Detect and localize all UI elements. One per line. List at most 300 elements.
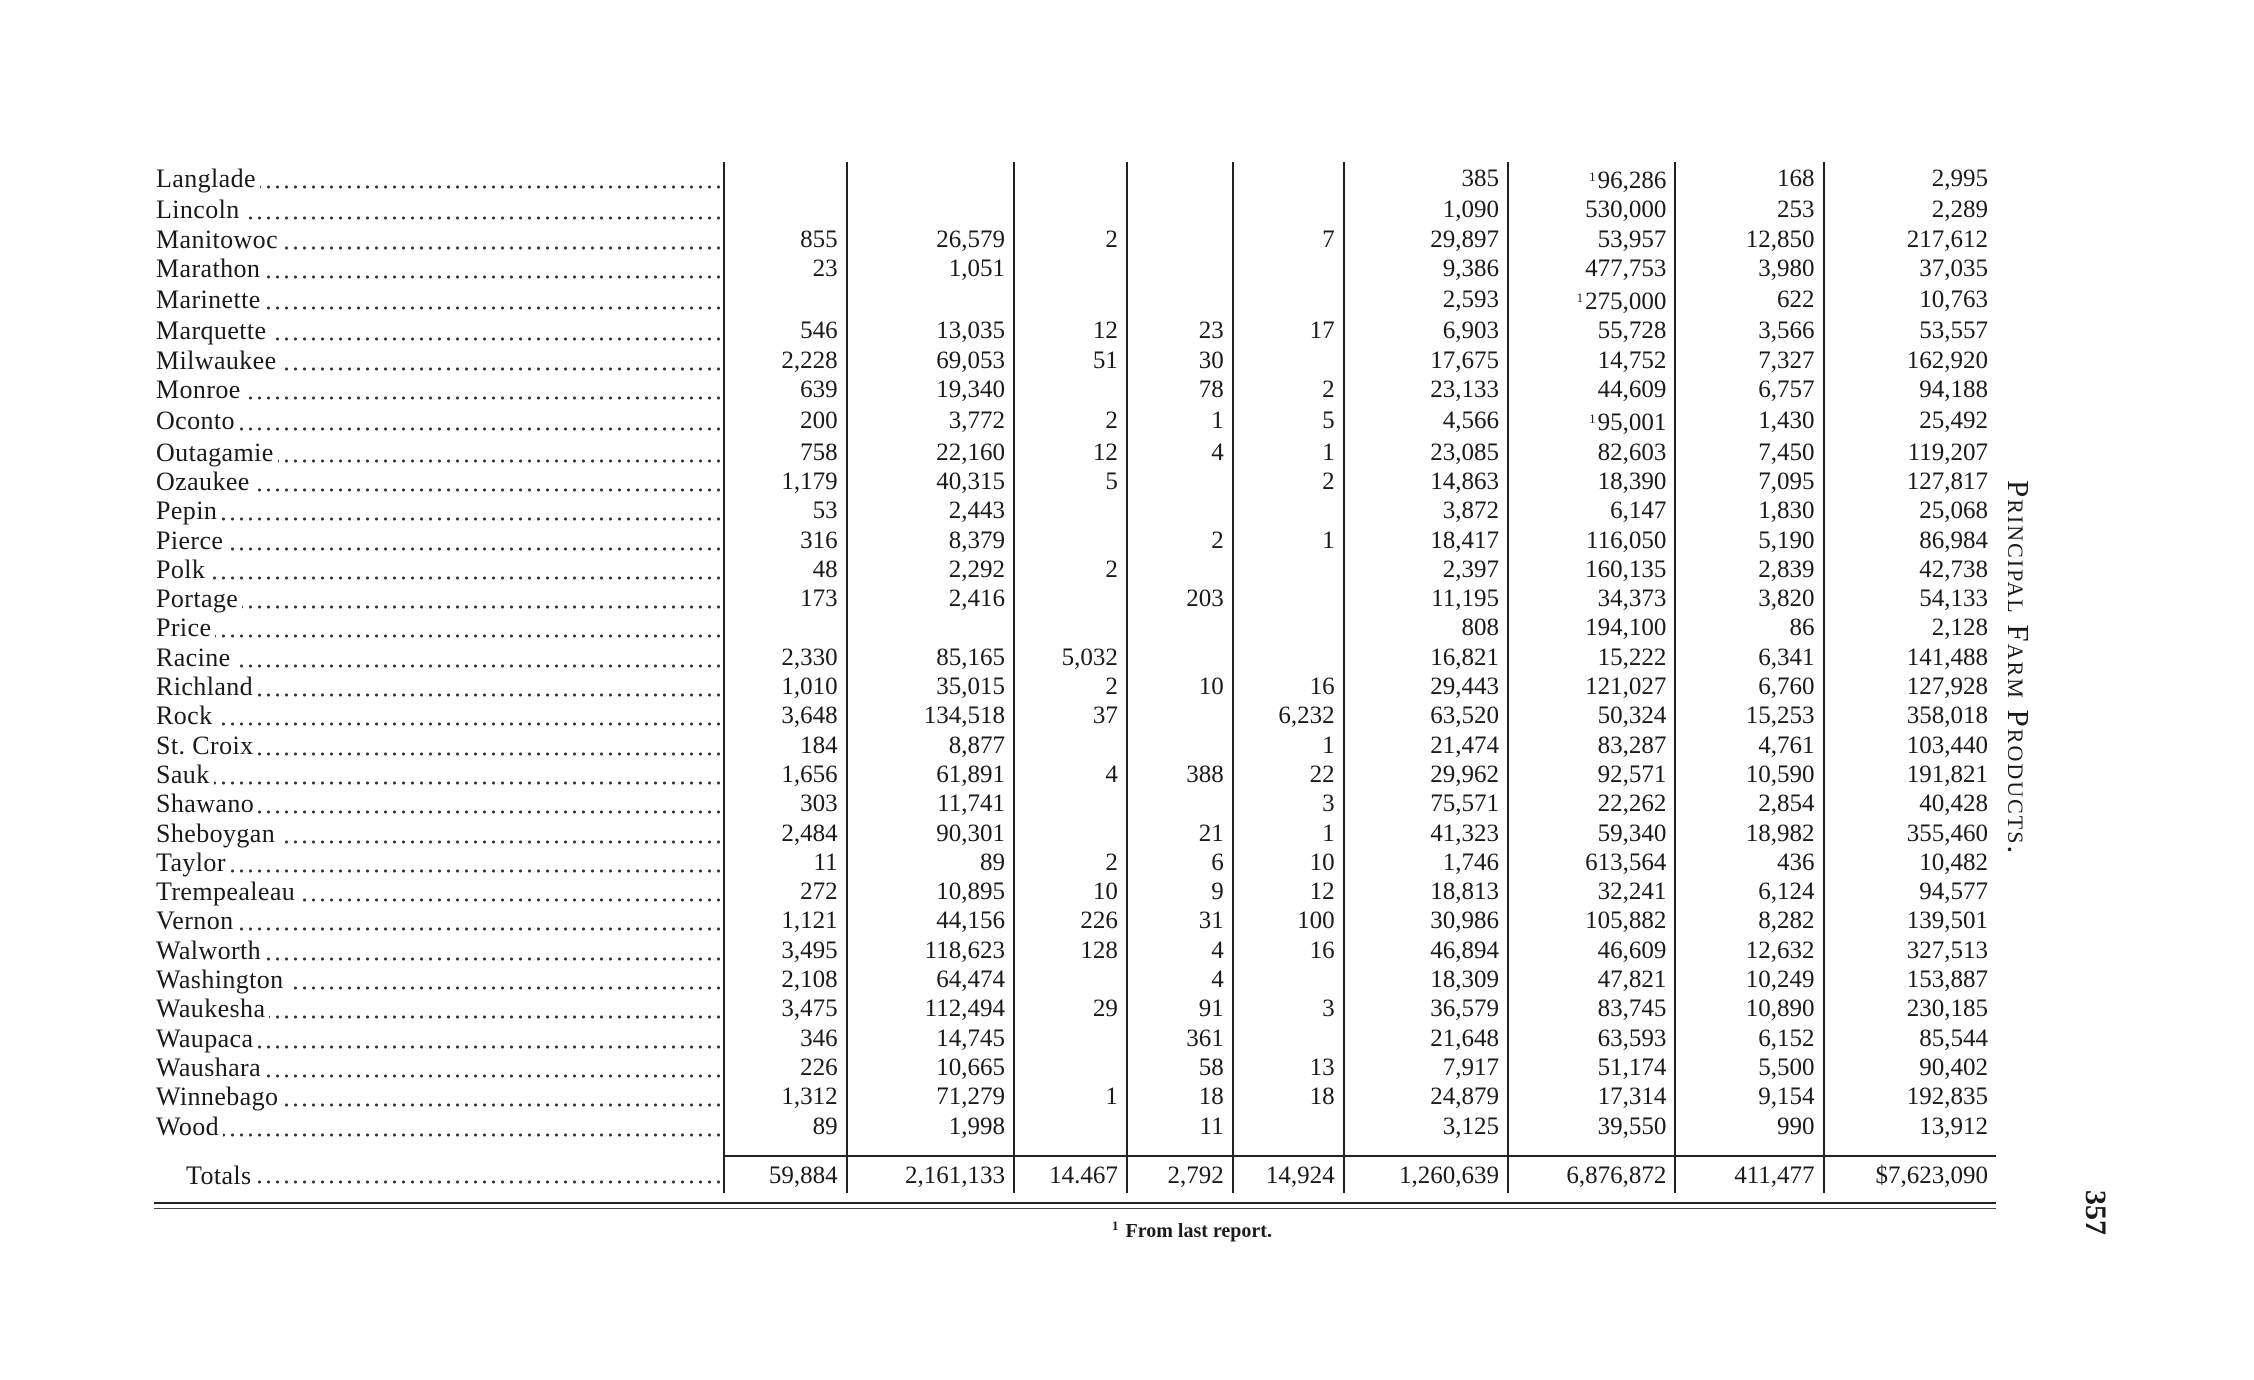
cell-value: 12,632 <box>1745 936 1815 964</box>
table-row <box>154 162 1996 195</box>
value-cell-c9 <box>1824 283 1996 316</box>
cell-value: 6,124 <box>1758 878 1815 906</box>
value-cell-c2 <box>847 1159 1014 1193</box>
value-cell-c9 <box>1824 404 1996 437</box>
cell-value: 22,160 <box>936 438 1005 466</box>
value-cell-c2 <box>847 225 1014 254</box>
cell-value: 1,090 <box>1442 196 1499 224</box>
cell-value: 18 <box>1309 1083 1335 1111</box>
value-cell-c1 <box>724 701 847 730</box>
value-cell-c5 <box>1233 496 1344 525</box>
value-cell-c6 <box>1344 1112 1508 1141</box>
county-name-cell <box>154 1024 724 1053</box>
cell-value: 173 <box>800 585 838 613</box>
cell-value: 1 <box>1322 731 1335 759</box>
value-cell-c8 <box>1675 584 1823 613</box>
value-cell-c2 <box>847 375 1014 404</box>
table-row <box>154 731 1996 760</box>
cell-value: 30 <box>1198 346 1224 374</box>
cell-value: 75,571 <box>1430 790 1499 818</box>
value-cell-c4 <box>1127 1024 1233 1053</box>
value-cell-c1 <box>724 819 847 848</box>
cell-value: 8,282 <box>1758 907 1815 935</box>
cell-value: 411,477 <box>1734 1161 1815 1189</box>
cell-value: 361 <box>1186 1024 1224 1052</box>
cell-value: 12 <box>1309 878 1335 906</box>
cell-value: 4 <box>1211 936 1224 964</box>
value-cell-c7 <box>1508 731 1675 760</box>
cell-value: 217,612 <box>1906 225 1988 253</box>
page-number: 357 <box>2079 1190 2112 1235</box>
leader-dots <box>156 906 723 935</box>
cell-value: 94,188 <box>1919 376 1988 404</box>
cell-value: 23,085 <box>1430 438 1499 466</box>
value-cell-c4 <box>1127 1159 1233 1193</box>
value-cell-c1 <box>724 526 847 555</box>
value-cell-c6 <box>1344 225 1508 254</box>
value-cell-c8 <box>1675 404 1823 437</box>
leader-dots <box>156 555 723 584</box>
value-cell-c6 <box>1344 936 1508 965</box>
value-cell-c2 <box>847 162 1014 195</box>
table-row <box>154 1112 1996 1141</box>
cell-value: 1 <box>1322 438 1335 466</box>
cell-value: 85,165 <box>936 643 1005 671</box>
leader-dots <box>156 936 723 965</box>
value-cell-c7 <box>1508 965 1675 994</box>
value-cell-c3 <box>1014 283 1127 316</box>
value-cell-c6 <box>1344 496 1508 525</box>
cell-value: 3 <box>1322 995 1335 1023</box>
county-name: Trempealeau <box>156 877 299 906</box>
county-name-cell <box>154 526 724 555</box>
county-name-cell <box>154 848 724 877</box>
value-cell-c1 <box>724 438 847 467</box>
value-cell-c1 <box>724 936 847 965</box>
value-cell-c5 <box>1233 526 1344 555</box>
table-row <box>154 994 1996 1023</box>
value-cell-c1 <box>724 848 847 877</box>
footnote-text: From last report. <box>1125 1220 1272 1242</box>
cell-value: 17,314 <box>1597 1083 1667 1111</box>
value-cell-c1 <box>724 225 847 254</box>
table-row <box>154 346 1996 375</box>
cell-value: 6,152 <box>1758 1024 1815 1052</box>
cell-value: 34,373 <box>1597 585 1667 613</box>
value-cell-c4 <box>1127 254 1233 283</box>
value-cell-c6 <box>1344 467 1508 496</box>
cell-value: 2,839 <box>1758 555 1815 583</box>
value-cell-c5 <box>1233 994 1344 1023</box>
county-name: Shawano <box>156 789 258 818</box>
leader-dots <box>156 613 723 642</box>
value-cell-c6 <box>1344 760 1508 789</box>
leader-dots <box>156 438 723 467</box>
value-cell-c1 <box>724 672 847 701</box>
cell-value: 436 <box>1777 848 1815 876</box>
value-cell-c4 <box>1127 819 1233 848</box>
value-cell-c9 <box>1824 496 1996 525</box>
county-name-cell <box>154 760 724 789</box>
cell-value: 83,287 <box>1597 731 1667 759</box>
value-cell-c4 <box>1127 195 1233 224</box>
cell-value: 2,292 <box>948 555 1005 583</box>
value-cell-c7 <box>1508 375 1675 404</box>
value-cell-c9 <box>1824 316 1996 345</box>
cell-value: 3,820 <box>1758 585 1815 613</box>
county-name: Outagamie <box>156 438 278 467</box>
leader-dots <box>156 1159 723 1193</box>
value-cell-c5 <box>1233 789 1344 818</box>
value-cell-c4 <box>1127 760 1233 789</box>
cell-value: 48 <box>812 555 838 583</box>
cell-value: 226 <box>1080 907 1118 935</box>
value-cell-c6 <box>1344 1024 1508 1053</box>
cell-value: 5,032 <box>1061 643 1118 671</box>
value-cell-c1 <box>724 789 847 818</box>
value-cell-c4 <box>1127 906 1233 935</box>
cell-value: 1 <box>1105 1083 1118 1111</box>
cell-value: 21 <box>1198 819 1224 847</box>
cell-value: 9 <box>1211 878 1224 906</box>
value-cell-c4 <box>1127 672 1233 701</box>
cell-value: 47,821 <box>1597 966 1667 994</box>
cell-value: 2,792 <box>1167 1161 1224 1189</box>
county-name: Winnebago <box>156 1082 282 1111</box>
cell-value: 2 <box>1211 526 1224 554</box>
cell-value: 15,222 <box>1597 643 1667 671</box>
value-cell-c2 <box>847 584 1014 613</box>
value-cell-c2 <box>847 760 1014 789</box>
cell-value: 10,482 <box>1919 848 1988 876</box>
value-cell-c2 <box>847 346 1014 375</box>
value-cell-c4 <box>1127 316 1233 345</box>
cell-value: 2,416 <box>948 585 1005 613</box>
cell-value: 96,286 <box>1597 167 1667 194</box>
leader-dots <box>156 584 723 613</box>
table-row <box>154 819 1996 848</box>
cell-value: 272 <box>800 878 838 906</box>
table-row <box>154 375 1996 404</box>
cell-value: 18,309 <box>1430 966 1499 994</box>
table-row <box>154 643 1996 672</box>
value-cell-c4 <box>1127 877 1233 906</box>
value-cell-c9 <box>1824 584 1996 613</box>
value-cell-c7 <box>1508 789 1675 818</box>
cell-value: 95,001 <box>1597 409 1667 437</box>
cell-value: 10 <box>1092 878 1118 906</box>
value-cell-c3 <box>1014 496 1127 525</box>
leader-dots <box>156 731 723 760</box>
cell-value: 2 <box>1105 555 1118 583</box>
cell-value: 134,518 <box>923 702 1005 730</box>
value-cell-c8 <box>1675 225 1823 254</box>
value-cell-c6 <box>1344 789 1508 818</box>
cell-value: 13,912 <box>1919 1112 1988 1140</box>
value-cell-c1 <box>724 283 847 316</box>
value-cell-c2 <box>847 1082 1014 1111</box>
cell-value: 16,821 <box>1430 643 1499 671</box>
value-cell-c7 <box>1508 254 1675 283</box>
value-cell-c3 <box>1014 1159 1127 1193</box>
cell-value: 2 <box>1105 848 1118 876</box>
cell-value: 2,854 <box>1758 790 1815 818</box>
value-cell-c3 <box>1014 467 1127 496</box>
value-cell-c4 <box>1127 375 1233 404</box>
value-cell-c6 <box>1344 613 1508 642</box>
cell-value: 37,035 <box>1919 254 1988 282</box>
value-cell-c4 <box>1127 965 1233 994</box>
value-cell-c8 <box>1675 701 1823 730</box>
county-name-cell <box>154 643 724 672</box>
leader-dots <box>156 316 723 345</box>
cell-value: 14,863 <box>1430 467 1499 495</box>
value-cell-c7 <box>1508 760 1675 789</box>
cell-value: 622 <box>1777 286 1815 314</box>
leader-dots <box>156 789 723 818</box>
value-cell-c6 <box>1344 404 1508 437</box>
value-cell-c5 <box>1233 877 1344 906</box>
value-cell-c6 <box>1344 994 1508 1023</box>
value-cell-c4 <box>1127 643 1233 672</box>
footnote-ref-marker: 1 <box>1576 290 1584 306</box>
value-cell-c7 <box>1508 496 1675 525</box>
value-cell-c2 <box>847 701 1014 730</box>
farm-products-table <box>154 162 1996 1193</box>
value-cell-c9 <box>1824 731 1996 760</box>
cell-value: 316 <box>800 526 838 554</box>
cell-value: 226 <box>800 1053 838 1081</box>
cell-value: 16 <box>1309 936 1335 964</box>
value-cell-c1 <box>724 1024 847 1053</box>
leader-dots <box>156 701 723 730</box>
cell-value: 23 <box>1198 317 1224 345</box>
leader-dots <box>156 526 723 555</box>
cell-value: 2,108 <box>781 966 838 994</box>
cell-value: 116,050 <box>1586 526 1667 554</box>
cell-value: 13,035 <box>936 317 1005 345</box>
cell-value: 100 <box>1297 907 1335 935</box>
leader-dots <box>156 1082 723 1111</box>
cell-value: 11 <box>813 848 838 876</box>
value-cell-c7 <box>1508 848 1675 877</box>
cell-value: 6,757 <box>1758 376 1815 404</box>
cell-value: 86,984 <box>1919 526 1988 554</box>
value-cell-c1 <box>724 254 847 283</box>
table-row <box>154 789 1996 818</box>
value-cell-c2 <box>847 731 1014 760</box>
value-cell-c8 <box>1675 346 1823 375</box>
cell-value: 22,262 <box>1597 790 1667 818</box>
cell-value: 2,161,133 <box>904 1161 1005 1189</box>
cell-value: 91 <box>1198 995 1224 1023</box>
value-cell-c3 <box>1014 701 1127 730</box>
cell-value: 7,327 <box>1758 346 1815 374</box>
table-row <box>154 906 1996 935</box>
county-name-cell <box>154 1053 724 1082</box>
bottom-rule <box>154 1202 1996 1204</box>
value-cell-c1 <box>724 760 847 789</box>
cell-value: 112,494 <box>924 995 1005 1023</box>
value-cell-c7 <box>1508 672 1675 701</box>
value-cell-c8 <box>1675 1112 1823 1141</box>
value-cell-c1 <box>724 496 847 525</box>
value-cell-c7 <box>1508 283 1675 316</box>
value-cell-c9 <box>1824 613 1996 642</box>
value-cell-c8 <box>1675 789 1823 818</box>
value-cell-c5 <box>1233 254 1344 283</box>
cell-value: 40,315 <box>936 467 1005 495</box>
cell-value: 2 <box>1322 467 1335 495</box>
value-cell-c2 <box>847 283 1014 316</box>
county-name: Waupaca <box>156 1024 257 1053</box>
value-cell-c3 <box>1014 731 1127 760</box>
cell-value: 10,895 <box>936 878 1005 906</box>
value-cell-c2 <box>847 316 1014 345</box>
county-name-cell <box>154 1082 724 1111</box>
cell-value: 203 <box>1186 585 1224 613</box>
value-cell-c9 <box>1824 819 1996 848</box>
value-cell-c6 <box>1344 877 1508 906</box>
cell-value: 9,154 <box>1758 1083 1815 1111</box>
cell-value: 6,760 <box>1758 673 1815 701</box>
value-cell-c6 <box>1344 316 1508 345</box>
cell-value: 23,133 <box>1430 376 1499 404</box>
cell-value: 10,590 <box>1745 760 1815 788</box>
value-cell-c9 <box>1824 1159 1996 1193</box>
cell-value: 32,241 <box>1597 878 1667 906</box>
cell-value: 23 <box>812 254 838 282</box>
spacer-row <box>154 1141 1996 1156</box>
value-cell-c6 <box>1344 672 1508 701</box>
county-name: Waushara <box>156 1053 265 1082</box>
county-name-cell <box>154 404 724 437</box>
value-cell-c2 <box>847 643 1014 672</box>
cell-value: 6,876,872 <box>1566 1161 1667 1189</box>
cell-value: 53,957 <box>1597 225 1667 253</box>
cell-value: 855 <box>800 225 838 253</box>
cell-value: 31 <box>1198 907 1224 935</box>
value-cell-c9 <box>1824 467 1996 496</box>
value-cell-c3 <box>1014 555 1127 584</box>
value-cell-c2 <box>847 672 1014 701</box>
value-cell-c6 <box>1344 195 1508 224</box>
county-name: Sauk <box>156 760 214 789</box>
cell-value: 61,891 <box>936 760 1005 788</box>
value-cell-c3 <box>1014 526 1127 555</box>
value-cell-c6 <box>1344 643 1508 672</box>
leader-dots <box>156 760 723 789</box>
cell-value: 29,443 <box>1430 673 1499 701</box>
cell-value: 184 <box>800 731 838 759</box>
value-cell-c3 <box>1014 760 1127 789</box>
cell-value: 6 <box>1211 848 1224 876</box>
cell-value: 82,603 <box>1597 438 1667 466</box>
cell-value: 92,571 <box>1597 760 1667 788</box>
value-cell-c7 <box>1508 819 1675 848</box>
county-name: St. Croix <box>156 731 258 760</box>
leader-dots <box>156 965 723 994</box>
cell-value: 51 <box>1092 346 1118 374</box>
value-cell-c3 <box>1014 316 1127 345</box>
cell-value: 46,894 <box>1430 936 1499 964</box>
county-name-cell <box>154 584 724 613</box>
county-name-cell <box>154 965 724 994</box>
cell-value: 1 <box>1211 407 1224 435</box>
cell-value: 2,995 <box>1931 165 1988 192</box>
cell-value: 1,746 <box>1442 848 1499 876</box>
leader-dots <box>156 285 723 314</box>
value-cell-c1 <box>724 906 847 935</box>
cell-value: 388 <box>1186 760 1224 788</box>
cell-value: 53,557 <box>1919 317 1988 345</box>
cell-value: 3 <box>1322 790 1335 818</box>
county-name: Racine <box>156 643 235 672</box>
cell-value: 35,015 <box>936 673 1005 701</box>
value-cell-c9 <box>1824 643 1996 672</box>
value-cell-c3 <box>1014 643 1127 672</box>
county-name: Marquette <box>156 316 270 345</box>
value-cell-c2 <box>847 906 1014 935</box>
value-cell-c3 <box>1014 965 1127 994</box>
leader-dots <box>156 496 723 525</box>
cell-value: 10 <box>1309 848 1335 876</box>
cell-value: 6,341 <box>1758 643 1815 671</box>
value-cell-c7 <box>1508 1053 1675 1082</box>
value-cell-c7 <box>1508 906 1675 935</box>
value-cell-c1 <box>724 877 847 906</box>
leader-dots <box>156 1112 723 1141</box>
value-cell-c5 <box>1233 225 1344 254</box>
cell-value: 613,564 <box>1585 848 1667 876</box>
table-row <box>154 965 1996 994</box>
county-name: Price <box>156 613 215 642</box>
cell-value: $7,623,090 <box>1875 1161 1988 1189</box>
value-cell-c4 <box>1127 613 1233 642</box>
value-cell-c3 <box>1014 848 1127 877</box>
value-cell-c2 <box>847 936 1014 965</box>
value-cell-c7 <box>1508 316 1675 345</box>
value-cell-c6 <box>1344 555 1508 584</box>
value-cell-c9 <box>1824 1053 1996 1082</box>
value-cell-c7 <box>1508 1159 1675 1193</box>
cell-value: 12 <box>1092 317 1118 345</box>
value-cell-c4 <box>1127 789 1233 818</box>
value-cell-c8 <box>1675 438 1823 467</box>
cell-value: 29 <box>1092 995 1118 1023</box>
value-cell-c1 <box>724 316 847 345</box>
value-cell-c8 <box>1675 526 1823 555</box>
value-cell-c1 <box>724 346 847 375</box>
cell-value: 86 <box>1789 614 1815 642</box>
cell-value: 25,492 <box>1919 407 1988 435</box>
value-cell-c2 <box>847 819 1014 848</box>
value-cell-c8 <box>1675 195 1823 224</box>
value-cell-c1 <box>724 643 847 672</box>
value-cell-c8 <box>1675 819 1823 848</box>
county-name: Langlade <box>156 164 260 193</box>
value-cell-c2 <box>847 555 1014 584</box>
cell-value: 12 <box>1092 438 1118 466</box>
value-cell-c4 <box>1127 526 1233 555</box>
value-cell-c6 <box>1344 701 1508 730</box>
value-cell-c3 <box>1014 404 1127 437</box>
value-cell-c2 <box>847 613 1014 642</box>
value-cell-c5 <box>1233 1082 1344 1111</box>
value-cell-c7 <box>1508 526 1675 555</box>
cell-value: 10,249 <box>1745 966 1815 994</box>
cell-value: 4 <box>1211 966 1224 994</box>
